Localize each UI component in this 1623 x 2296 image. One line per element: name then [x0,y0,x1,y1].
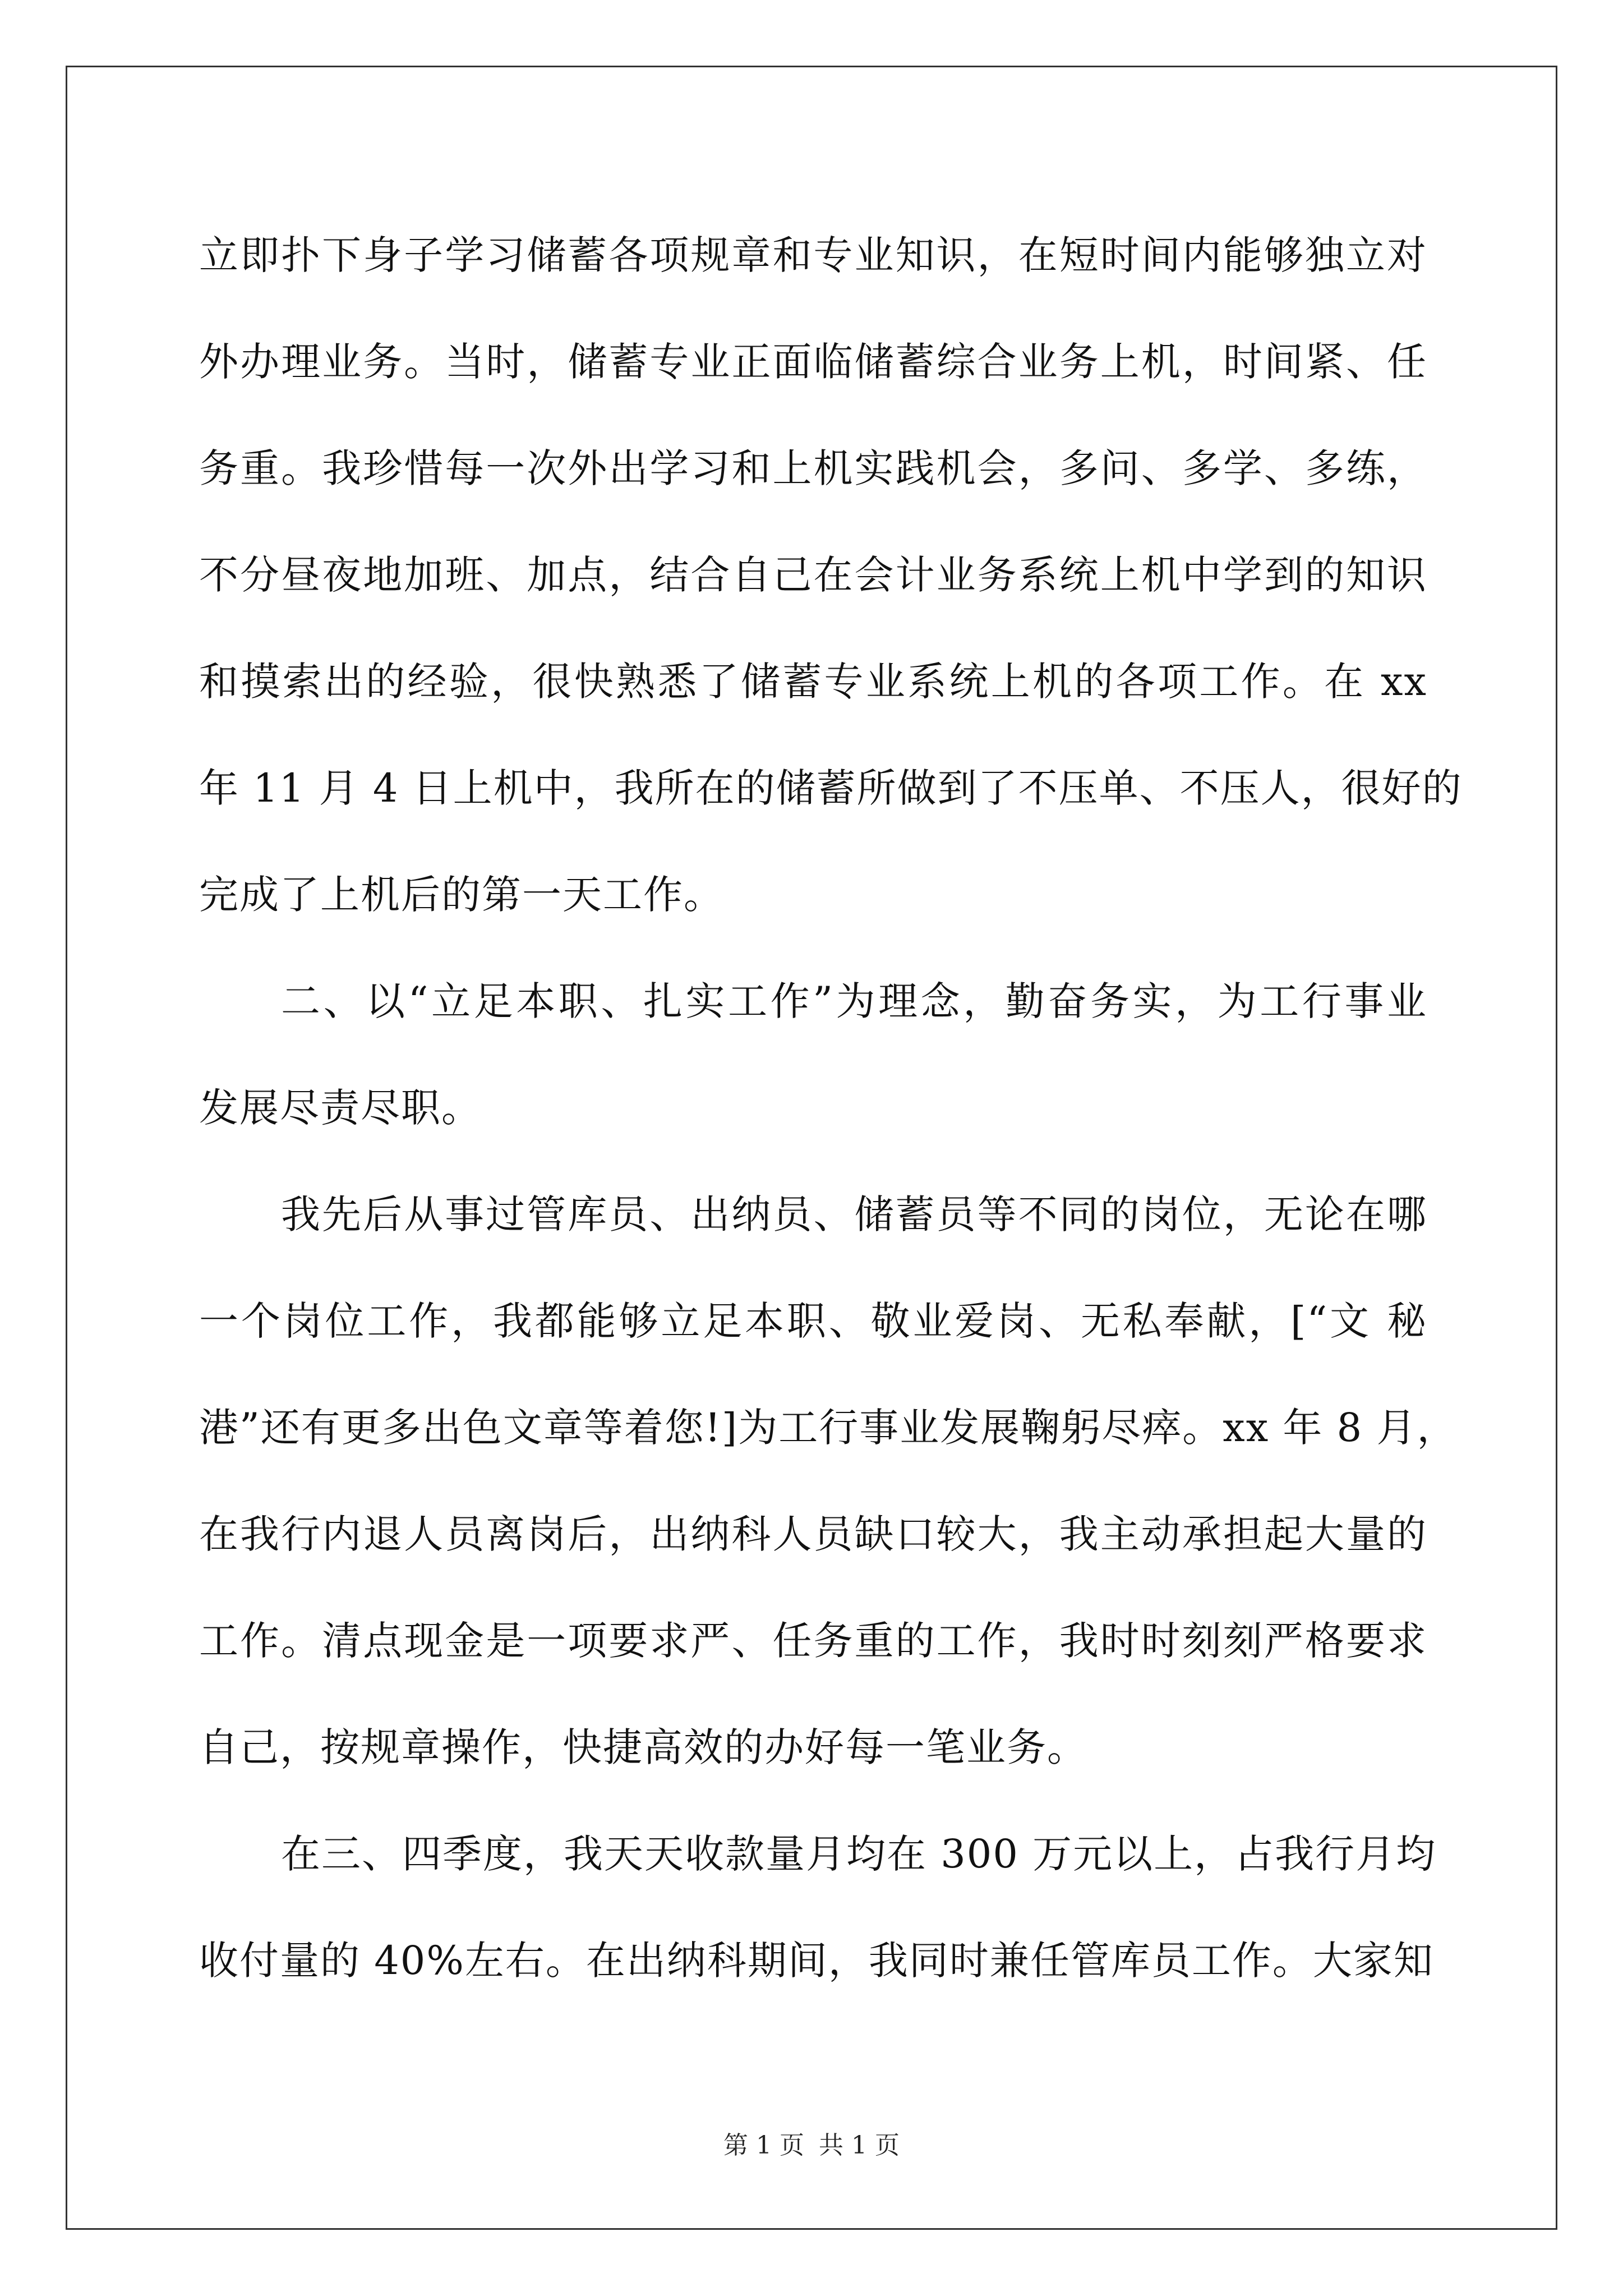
text-line: 年 11 月 4 日上机中，我所在的储蓄所做到了不压单、不压人，很好的 [199,765,1463,811]
text-line: 在我行内退人员离岗后，出纳科人员缺口较大，我主动承担起大量的 [199,1511,1427,1557]
text-line: 不分昼夜地加班、加点，结合自己在会计业务系统上机中学到的知识 [199,552,1427,598]
page-number: 第 1 页 [723,2131,804,2160]
text-line: 港”还有更多出色文章等着您!]为工行事业发展鞠躬尽瘁。xx 年 8 月， [199,1405,1458,1451]
text-line: 在三、四季度，我天天收款量月均在 300 万元以上，占我行月均 [281,1831,1437,1877]
text-line: 完成了上机后的第一天工作。 [199,872,724,918]
section-heading-line: 发展尽责尽职。 [199,1085,482,1131]
page-total: 共 1 页 [819,2131,900,2160]
section-heading-line: 二、以“立足本职、扎实工作”为理念，勤奋务实，为工行事业 [281,978,1427,1024]
text-line: 自己，按规章操作，快捷高效的办好每一笔业务。 [199,1724,1087,1770]
text-line: 一个岗位工作，我都能够立足本职、敬业爱岗、无私奉献，[“文 秘 [199,1298,1427,1344]
text-line: 外办理业务。当时，储蓄专业正面临储蓄综合业务上机，时间紧、任 [199,339,1427,385]
text-line: 和摸索出的经验，很快熟悉了储蓄专业系统上机的各项工作。在 xx [199,659,1427,705]
text-line: 务重。我珍惜每一次外出学习和上机实践机会，多问、多学、多练， [199,445,1427,491]
text-line: 收付量的 40%左右。在出纳科期间，我同时兼任管库员工作。大家知 [199,1938,1434,1984]
text-line: 工作。清点现金是一项要求严、任务重的工作，我时时刻刻严格要求 [199,1618,1427,1664]
page-footer [0,2129,1623,2162]
text-line: 我先后从事过管库员、出纳员、储蓄员等不同的岗位，无论在哪 [281,1191,1427,1237]
text-line: 立即扑下身子学习储蓄各项规章和专业知识，在短时间内能够独立对 [199,232,1427,278]
document-body [199,202,1463,2014]
